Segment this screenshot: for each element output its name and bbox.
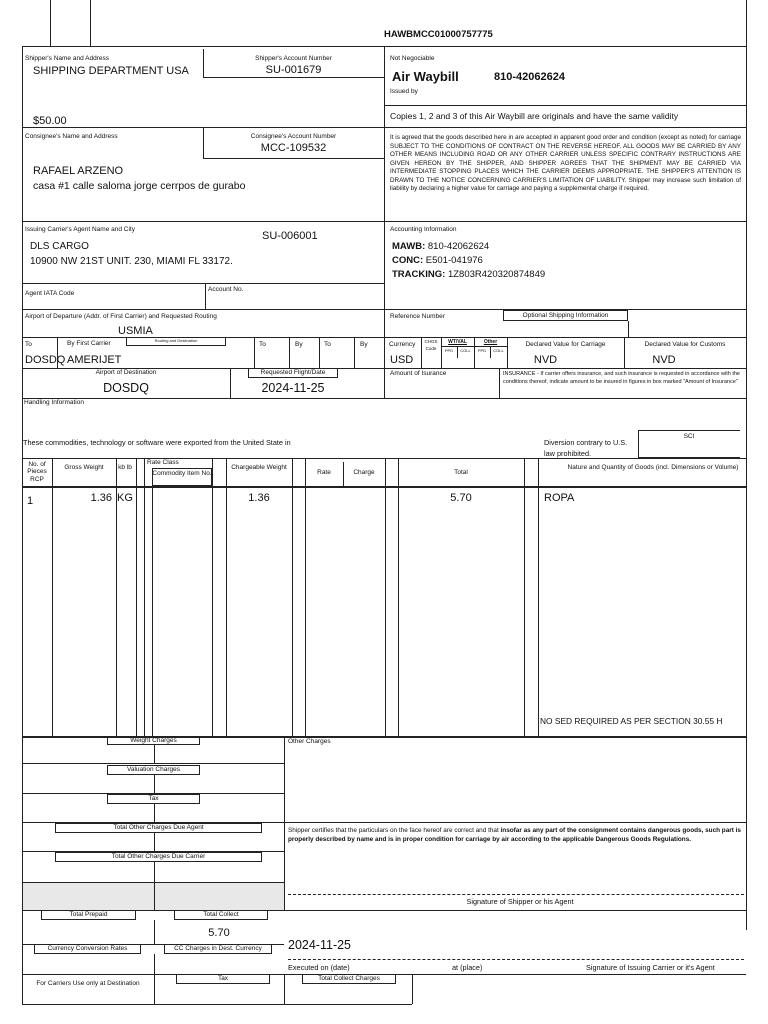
- top-divider: [50, 0, 51, 46]
- optional-shipping-label: Optional Shipping Information: [522, 312, 609, 319]
- diversion-text: Diversion contrary to U.S. law prohibited.: [544, 438, 628, 458]
- rule: [152, 486, 153, 736]
- currency-label: Currency: [389, 341, 416, 348]
- rule: [230, 368, 231, 398]
- row-total: 5.70: [450, 492, 472, 504]
- flight-value: 2024-11-25: [261, 381, 325, 395]
- wtval-label: WT/VAL: [448, 339, 467, 345]
- first-carrier-value: AMERIJET: [67, 354, 122, 366]
- conversion-label: Currency Conversion Rates: [47, 945, 128, 952]
- agent-code: SU-006001: [262, 230, 318, 242]
- conc-line: CONC: E501-041976: [392, 255, 483, 266]
- rule: [354, 337, 355, 368]
- rule: [22, 127, 746, 128]
- gross-label: Gross Weight: [64, 464, 104, 471]
- currency-value: USD: [390, 354, 414, 366]
- accounting-label: Accounting Information: [390, 226, 457, 233]
- issued-by: Issued by: [390, 88, 418, 95]
- charge-label: Charge: [353, 469, 375, 476]
- routing-dest-label: Routing and Destination: [154, 338, 198, 343]
- wtval-coll: COLL: [460, 348, 471, 353]
- rule: [22, 398, 746, 399]
- by-2-label: By: [295, 341, 303, 348]
- rule: [144, 458, 145, 736]
- rule: [284, 736, 285, 910]
- rule: [22, 283, 384, 284]
- terms-text: It is agreed that the goods described here in are accepted in apparent good order and condition (except as noted) for carriage SUBJECT TO THE CONDITIONS OF CONTRACT ON THE REVERSE HEREOF. ALL GOODS MAY BE CARRIED BY ANY OTHER MEANS INCLUDING ROAD OR ANY OTHER CARRIER UNLESS SPECIFIC CONTRARY INSTRUCTIONS ARE GIVEN HEREON BY THE SHIPPER, AND SHIPPER AGREES THAT THE SHIPMENT MAY BE CARRIED VIA INTERMEDIATE STOPPING PLACES WHICH THE CARRIER DEEMS APPROPRIATE. THE SHIPPER'S ATTENTION IS DRAWN TO THE NOTICE CONCERNING CARRIER'S LIMITATION OF LIABILITY. Shipper may increase such limitation of liability by declaring a higher value for carriage and paying a supplemental charge if required.: [390, 134, 741, 193]
- nature-label: Nature and Quantity of Goods (incl. Dimensions or Volume): [567, 464, 739, 471]
- other-ppd: PPD: [477, 348, 487, 353]
- rule: [22, 221, 746, 222]
- to-2-label: To: [259, 341, 266, 348]
- valuation-charges-label: Valuation Charges: [127, 766, 180, 773]
- carriers-use-label: For Carriers Use only at Destination: [36, 980, 140, 987]
- customs-value: NVD: [652, 354, 676, 366]
- place-label: at (place): [452, 963, 483, 972]
- shipper-account: SU-001679: [265, 64, 322, 76]
- rate-class-label: Rate Class: [147, 459, 179, 466]
- row-goods: ROPA: [544, 492, 575, 504]
- cc-dest-label: CC Charges in Dest. Currency: [174, 945, 262, 952]
- rule: [154, 954, 155, 974]
- row-unit: KG: [117, 492, 133, 504]
- departure-value: USMIA: [118, 325, 153, 337]
- rule: [154, 833, 155, 851]
- left-border: [22, 46, 23, 1004]
- wtval-ppd: PPD: [444, 348, 454, 353]
- customs-label: Declared Value for Customs: [644, 341, 726, 348]
- row-gross: 1.36: [90, 492, 112, 504]
- tracking-line: TRACKING: 1Z803R420320874849: [392, 269, 546, 280]
- weight-charges-label: Weight Charges: [130, 737, 177, 744]
- hawb-number: HAWBMCC01000757775: [384, 29, 493, 40]
- tax-label: Tax: [148, 795, 159, 802]
- other-label: Other: [483, 339, 498, 345]
- rule: [52, 458, 53, 736]
- shipper-label: Shipper's Name and Address: [25, 55, 109, 62]
- kglb-label: kb lb: [118, 464, 132, 471]
- total-collect-value: 5.70: [208, 927, 230, 939]
- execution-line: [288, 959, 744, 960]
- rule: [319, 337, 320, 368]
- rule: [284, 974, 746, 975]
- rule: [22, 458, 746, 459]
- rule: [154, 775, 155, 793]
- other-due-carrier-label: Total Other Charges Due Carrier: [111, 853, 206, 860]
- rule: [524, 458, 525, 736]
- other-coll: COLL: [493, 348, 504, 353]
- account-no-label: Account No.: [208, 286, 244, 293]
- chgs-label: CHGS Code: [424, 339, 438, 351]
- agent-label: Issuing Carrier's Agent Name and City: [25, 226, 135, 233]
- rule: [412, 974, 413, 1004]
- carriage-label: Declared Value for Carriage: [525, 341, 606, 348]
- first-carrier-label: By First Carrier: [67, 340, 111, 347]
- destination-label: Airport of Destination: [95, 369, 157, 376]
- handling-text: These commodities, technology or software were exported from the United State in: [23, 438, 291, 447]
- shipper-account-label: Shipper's Account Number: [255, 55, 332, 62]
- departure-label: Airport of Departure (Addr. of First Carrier) and Requested Routing: [25, 313, 217, 320]
- rule: [154, 862, 155, 882]
- pieces-label: No. of Pieces RCP: [27, 461, 47, 483]
- execution-date: 2024-11-25: [288, 938, 352, 952]
- carrier-signature-label: Signature of Issuing Carrier or it's Agent: [586, 963, 715, 972]
- rule: [284, 974, 285, 1004]
- row-chargeable: 1.36: [248, 492, 270, 504]
- agent-name: DLS CARGO: [30, 241, 89, 252]
- consignee-account: MCC-109532: [260, 142, 327, 154]
- charges-dest-label: Tax: [217, 975, 229, 982]
- reference-label: Reference Number: [390, 313, 445, 320]
- consignee-label: Consignee's Name and Address: [25, 133, 118, 140]
- carriage-value: NVD: [533, 354, 558, 366]
- rule: [284, 822, 746, 823]
- insurance-amount-label: Amount of Isurance: [390, 370, 447, 377]
- consignee-name: RAFAEL ARZENO: [33, 165, 124, 177]
- awb-number: 810-42062624: [494, 71, 565, 83]
- sed-note: NO SED REQUIRED AS PER SECTION 30.55 H: [540, 716, 723, 726]
- rule: [289, 337, 290, 368]
- destination-value: DOSDQ: [103, 381, 149, 395]
- total-label: Total: [454, 469, 468, 476]
- rule: [154, 883, 155, 910]
- rule: [205, 283, 206, 309]
- rule: [292, 458, 293, 736]
- top-divider: [90, 0, 91, 46]
- rule: [22, 486, 746, 488]
- total-collect-charges-label: Total Collect Charges: [318, 975, 380, 982]
- center-divider: [384, 46, 385, 398]
- by-3-label: By: [360, 341, 368, 348]
- not-negotiable: Not Negociable: [390, 55, 435, 62]
- rate-label: Rate: [317, 469, 331, 476]
- shipper-value: $50.00: [33, 115, 67, 127]
- iata-label: Agent IATA Code: [25, 290, 75, 297]
- rule: [22, 1004, 412, 1005]
- rule: [254, 337, 255, 368]
- shipper-name: SHIPPING DEPARTMENT USA: [33, 65, 189, 77]
- shipper-signature-label: Signature of Shipper or his Agent: [466, 897, 574, 906]
- rule: [154, 804, 155, 822]
- total-prepaid-label: Total Prepaid: [69, 911, 108, 918]
- to-value: DOSDQ: [25, 354, 66, 366]
- handling-label: Handling Information: [24, 399, 84, 406]
- rule: [305, 458, 306, 736]
- rule: [22, 763, 284, 764]
- other-charges-label: Other Charges: [288, 738, 331, 745]
- to-3-label: To: [324, 341, 331, 348]
- agent-address: 10900 NW 21ST UNIT. 230, MIAMI FL 33172.: [30, 256, 233, 267]
- rule: [154, 745, 155, 763]
- rule: [441, 346, 507, 347]
- rule: [212, 458, 213, 736]
- insurance-text: INSURANCE - If carrier offers insurance, and such insurance is requested in accordance with the conditions thereof, indicate amount to be insured in figures in box marked "Amount of Insurance": [503, 371, 740, 386]
- rule: [628, 321, 629, 337]
- rule: [385, 458, 386, 736]
- rule: [384, 105, 746, 106]
- sci-label: SCI: [683, 433, 695, 440]
- commodity-label: Commodity Item No.: [152, 470, 212, 477]
- rule: [154, 974, 155, 1004]
- right-border: [746, 0, 747, 930]
- other-due-agent-label: Total Other Charges Due Agent: [113, 824, 204, 831]
- flight-label: Requested Flight/Date: [260, 369, 326, 376]
- rule: [284, 910, 746, 911]
- certification-text: Shipper certifies that the particulars on the face hereof are correct and that insofar as any part of the consignment contains dangerous goods, such part is properly described by name and is in proper condition for carriage by air according to the applicable Dangerous Goods Regulations.: [288, 827, 741, 844]
- rule: [499, 368, 500, 398]
- row-pieces: 1: [27, 495, 34, 507]
- rule: [538, 458, 539, 736]
- consignee-address: casa #1 calle saloma jorge cerrpos de gurabo: [33, 180, 246, 192]
- consignee-account-label: Consignee's Account Number: [250, 133, 337, 140]
- rule: [136, 458, 137, 736]
- executed-on-label: Executed on (date): [288, 963, 350, 972]
- total-collect-label: Total Collect: [203, 911, 239, 918]
- to-label: To: [25, 341, 32, 348]
- mawb-line: MAWB: 810-42062624: [392, 241, 490, 252]
- air-waybill-title: Air Waybill: [392, 69, 459, 84]
- rule: [22, 309, 746, 310]
- copies-text: Copies 1, 2 and 3 of this Air Waybill are originals and have the same validity: [390, 111, 679, 121]
- signature-line: [288, 894, 744, 895]
- chargeable-label: Chargeable Weight: [231, 464, 287, 471]
